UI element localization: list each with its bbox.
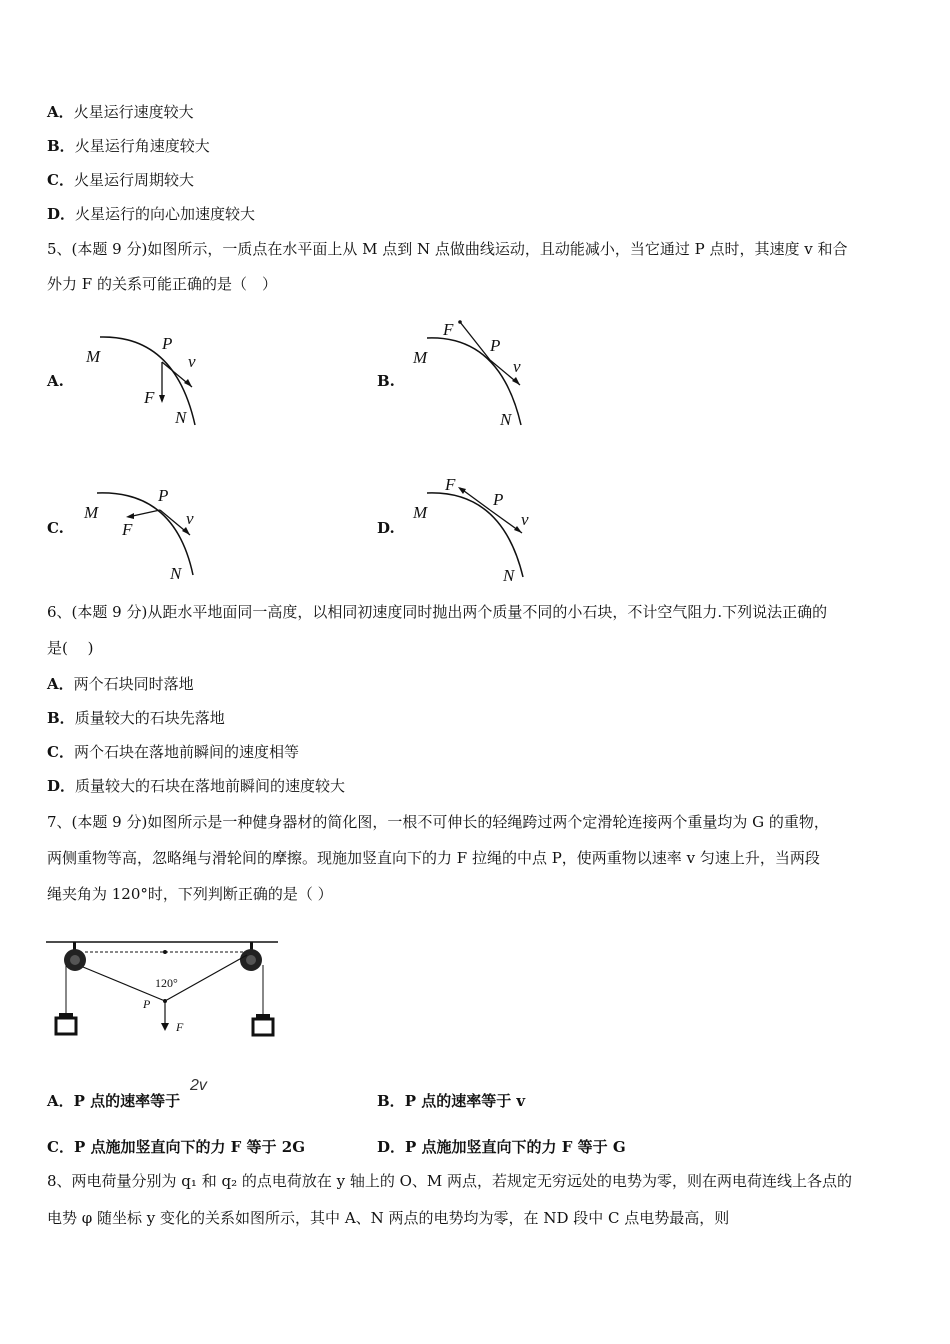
label-m: M (84, 503, 99, 522)
label-p: P (143, 997, 151, 1011)
option-text: P 点的速率等于 (73, 1092, 181, 1110)
label-n: N (170, 564, 182, 583)
option-letter: D． (47, 777, 76, 795)
label-f: F (443, 320, 454, 339)
label-m: M (413, 503, 428, 522)
q7-pulley-diagram (43, 935, 283, 1045)
q4-option-b (47, 136, 210, 156)
option-text: 质量较大的石块先落地 (74, 709, 225, 727)
q7-stem-line1: 7、(本题 9 分)如图所示是一种健身器材的简化图，一根不可伸长的轻绳跨过两个定滑轮连接两个重量均为 G 的重物， (47, 813, 829, 831)
label-f: F (122, 520, 133, 539)
option-letter: B． (377, 1092, 405, 1110)
q4-option-c (47, 170, 194, 190)
option-text: P 点施加竖直向下的力 F 等于 2G (73, 1138, 306, 1156)
label-f: F (144, 388, 155, 407)
option-text: 质量较大的石块在落地前瞬间的速度较大 (75, 777, 346, 795)
label-m: M (86, 347, 101, 366)
label-v: v (521, 510, 529, 529)
q5-diagram-a (80, 325, 220, 435)
angle-label: 120° (155, 976, 178, 990)
q7-option-b (377, 1091, 525, 1111)
q7-stem-line2: 两侧重物等高，忽略绳与滑轮间的摩擦。现施加竖直向下的力 F 拉绳的中点 P，使两重物以速率 v 匀速上升，当两段 (47, 849, 820, 867)
q5-diagram-c (80, 475, 220, 585)
q8-stem-line1: 8、两电荷量分别为 q₁ 和 q₂ 的点电荷放在 y 轴上的 O、M 两点，若规定无穷远处的电势为零，则在两电荷连线上各点的 (47, 1172, 853, 1190)
option-letter: B． (47, 137, 75, 155)
option-text: 火星运行周期较大 (73, 171, 194, 189)
q4-option-a (47, 102, 194, 122)
label-p: P (493, 490, 504, 509)
q5-diagram-d (405, 475, 545, 585)
q6-stem-line1: 6、(本题 9 分)从距水平地面同一高度，以相同初速度同时抛出两个质量不同的小石块，不计空气阻力.下列说法正确的 (47, 603, 828, 621)
q6-stem-line2: 是( ) (47, 639, 94, 657)
option-letter: C． (47, 171, 74, 189)
option-letter: C． (47, 743, 74, 761)
q6-option-a (47, 674, 194, 694)
option-letter: A． (47, 675, 74, 693)
q7-option-a (47, 1091, 180, 1111)
label-v: v (513, 357, 521, 376)
option-text: 两个石块同时落地 (73, 675, 194, 693)
label-p: P (490, 336, 501, 355)
q5-diagram-b (405, 315, 545, 435)
option-text: 火星运行角速度较大 (74, 137, 210, 155)
q8-stem-line2: 电势 φ 随坐标 y 变化的关系如图所示，其中 A、N 两点的电势均为零，在 ND 段中 C 点电势最高，则 (47, 1209, 730, 1227)
label-p: P (158, 486, 169, 505)
q5-option-c-label: C. (47, 519, 64, 537)
q5-stem-line2: 外力 F 的关系可能正确的是（ ） (47, 275, 277, 293)
q5-option-a-label: A. (47, 372, 64, 390)
option-letter: B． (47, 709, 75, 727)
q7-option-a-formula: 2v (190, 1077, 207, 1094)
option-text: 两个石块在落地前瞬间的速度相等 (73, 743, 299, 761)
q6-option-c (47, 742, 299, 762)
q5-stem-line1: 5、(本题 9 分)如图所示，一质点在水平面上从 M 点到 N 点做曲线运动，且动能减小，当它通过 P 点时，其速度 v 和合 (47, 240, 848, 258)
label-p: P (162, 334, 173, 353)
label-n: N (500, 410, 512, 429)
option-letter: D． (377, 1138, 406, 1156)
q5-option-d-label: D. (377, 519, 395, 537)
label-v: v (188, 352, 196, 371)
label-n: N (175, 408, 187, 427)
q4-option-d (47, 204, 255, 224)
option-text: P 点的速率等于 v (404, 1092, 526, 1110)
label-v: v (186, 509, 194, 528)
q7-stem-line3: 绳夹角为 120°时，下列判断正确的是（ ） (47, 885, 333, 903)
option-text: P 点施加竖直向下的力 F 等于 G (405, 1138, 626, 1156)
label-m: M (413, 348, 428, 367)
option-letter: A． (47, 1092, 74, 1110)
q7-option-c (47, 1137, 305, 1157)
q7-option-d (377, 1137, 626, 1157)
option-letter: D． (47, 205, 76, 223)
label-f: F (445, 475, 456, 494)
label-n: N (503, 566, 515, 585)
q5-option-b-label: B. (377, 372, 395, 390)
q6-option-d (47, 776, 345, 796)
q6-option-b (47, 708, 225, 728)
option-text: 火星运行的向心加速度较大 (75, 205, 256, 223)
option-text: 火星运行速度较大 (73, 103, 194, 121)
label-f: F (176, 1020, 184, 1034)
option-letter: A． (47, 103, 74, 121)
option-letter: C． (47, 1138, 74, 1156)
